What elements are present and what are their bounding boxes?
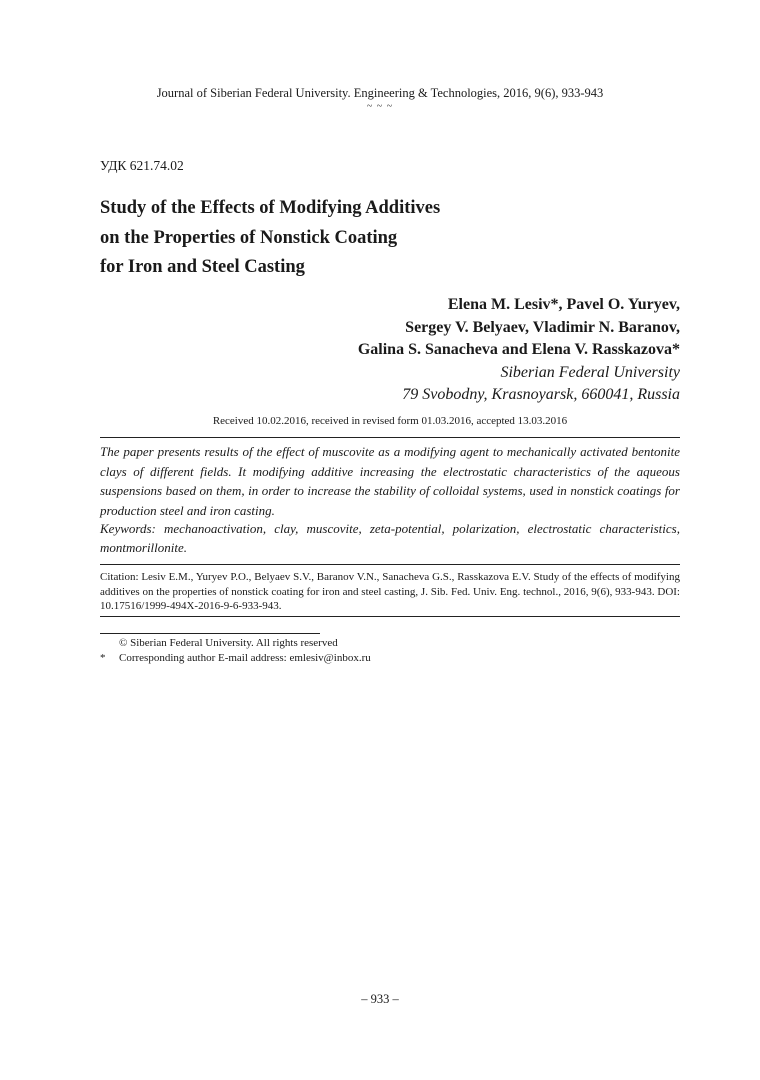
footnote-asterisk: * — [100, 652, 106, 664]
copyright-text: © Siberian Federal University. All rights reserved — [119, 637, 338, 649]
author-line: Sergey V. Belyaev, Vladimir N. Baranov, — [405, 318, 680, 336]
author-line: Galina S. Sanacheva and Elena V. Rasskazova* — [357, 341, 680, 358]
header-ornament: ~ ~ ~ — [366, 101, 394, 112]
received-dates: Received 10.02.2016, received in revised form 01.03.2016, accepted 13.03.2016 — [212, 415, 568, 427]
author-line: Elena M. Lesiv*, Pavel O. Yuryev, — [447, 296, 680, 313]
journal-header: Journal of Siberian Federal University. Engineering & Technologies, 2016, 9(6), 933-943 — [156, 86, 604, 100]
corresponding-footnote — [100, 651, 500, 665]
corresponding-email: Corresponding author E-mail address: emlesiv@inbox.ru — [119, 652, 371, 664]
page-number: – 933 – — [361, 992, 399, 1006]
affiliation: Siberian Federal University — [500, 363, 680, 381]
author-block — [160, 294, 680, 407]
title-line: Study of the Effects of Modifying Additives — [100, 198, 441, 218]
article-title — [100, 194, 660, 283]
abstract-top-rule — [100, 437, 680, 438]
affiliation-address: 79 Svobodny, Krasnoyarsk, 660041, Russia — [402, 386, 680, 403]
citation-bottom-rule — [100, 616, 680, 617]
title-line: for Iron and Steel Casting — [100, 257, 305, 277]
citation: Citation: Lesiv E.M., Yuryev P.O., Belyaev S.V., Baranov V.N., Sanacheva G.S., Rasskazova E.V. Study of the effects of modifying additives on the properties of nonstick coating for iron and steel casting, J. Sib. Fed. Univ. Eng. technol., 2016, 9(6), 933-943. DOI: 10.17516/1999-494X-2016-9-6-933-943. — [100, 571, 680, 612]
citation-top-rule — [100, 564, 680, 565]
keywords: Keywords: mechanoactivation, clay, muscovite, zeta-potential, polarization, electrostatic characteristics, montmorillonite. — [100, 521, 680, 555]
title-line: on the Properties of Nonstick Coating — [100, 227, 398, 248]
copyright-footnote — [100, 636, 500, 650]
udk-code: УДК 621.74.02 — [100, 158, 184, 173]
footnote-rule — [100, 633, 320, 634]
abstract: The paper presents results of the effect of muscovite as a modifying agent to mechanically activated bentonite clays of different fields. It modifying additive increasing the electrostatic characteristics of the aqueous suspensions based on them, in order to increase the stability of colloidal systems, used in nonstick coatings for production steel and iron casting. — [100, 444, 680, 518]
